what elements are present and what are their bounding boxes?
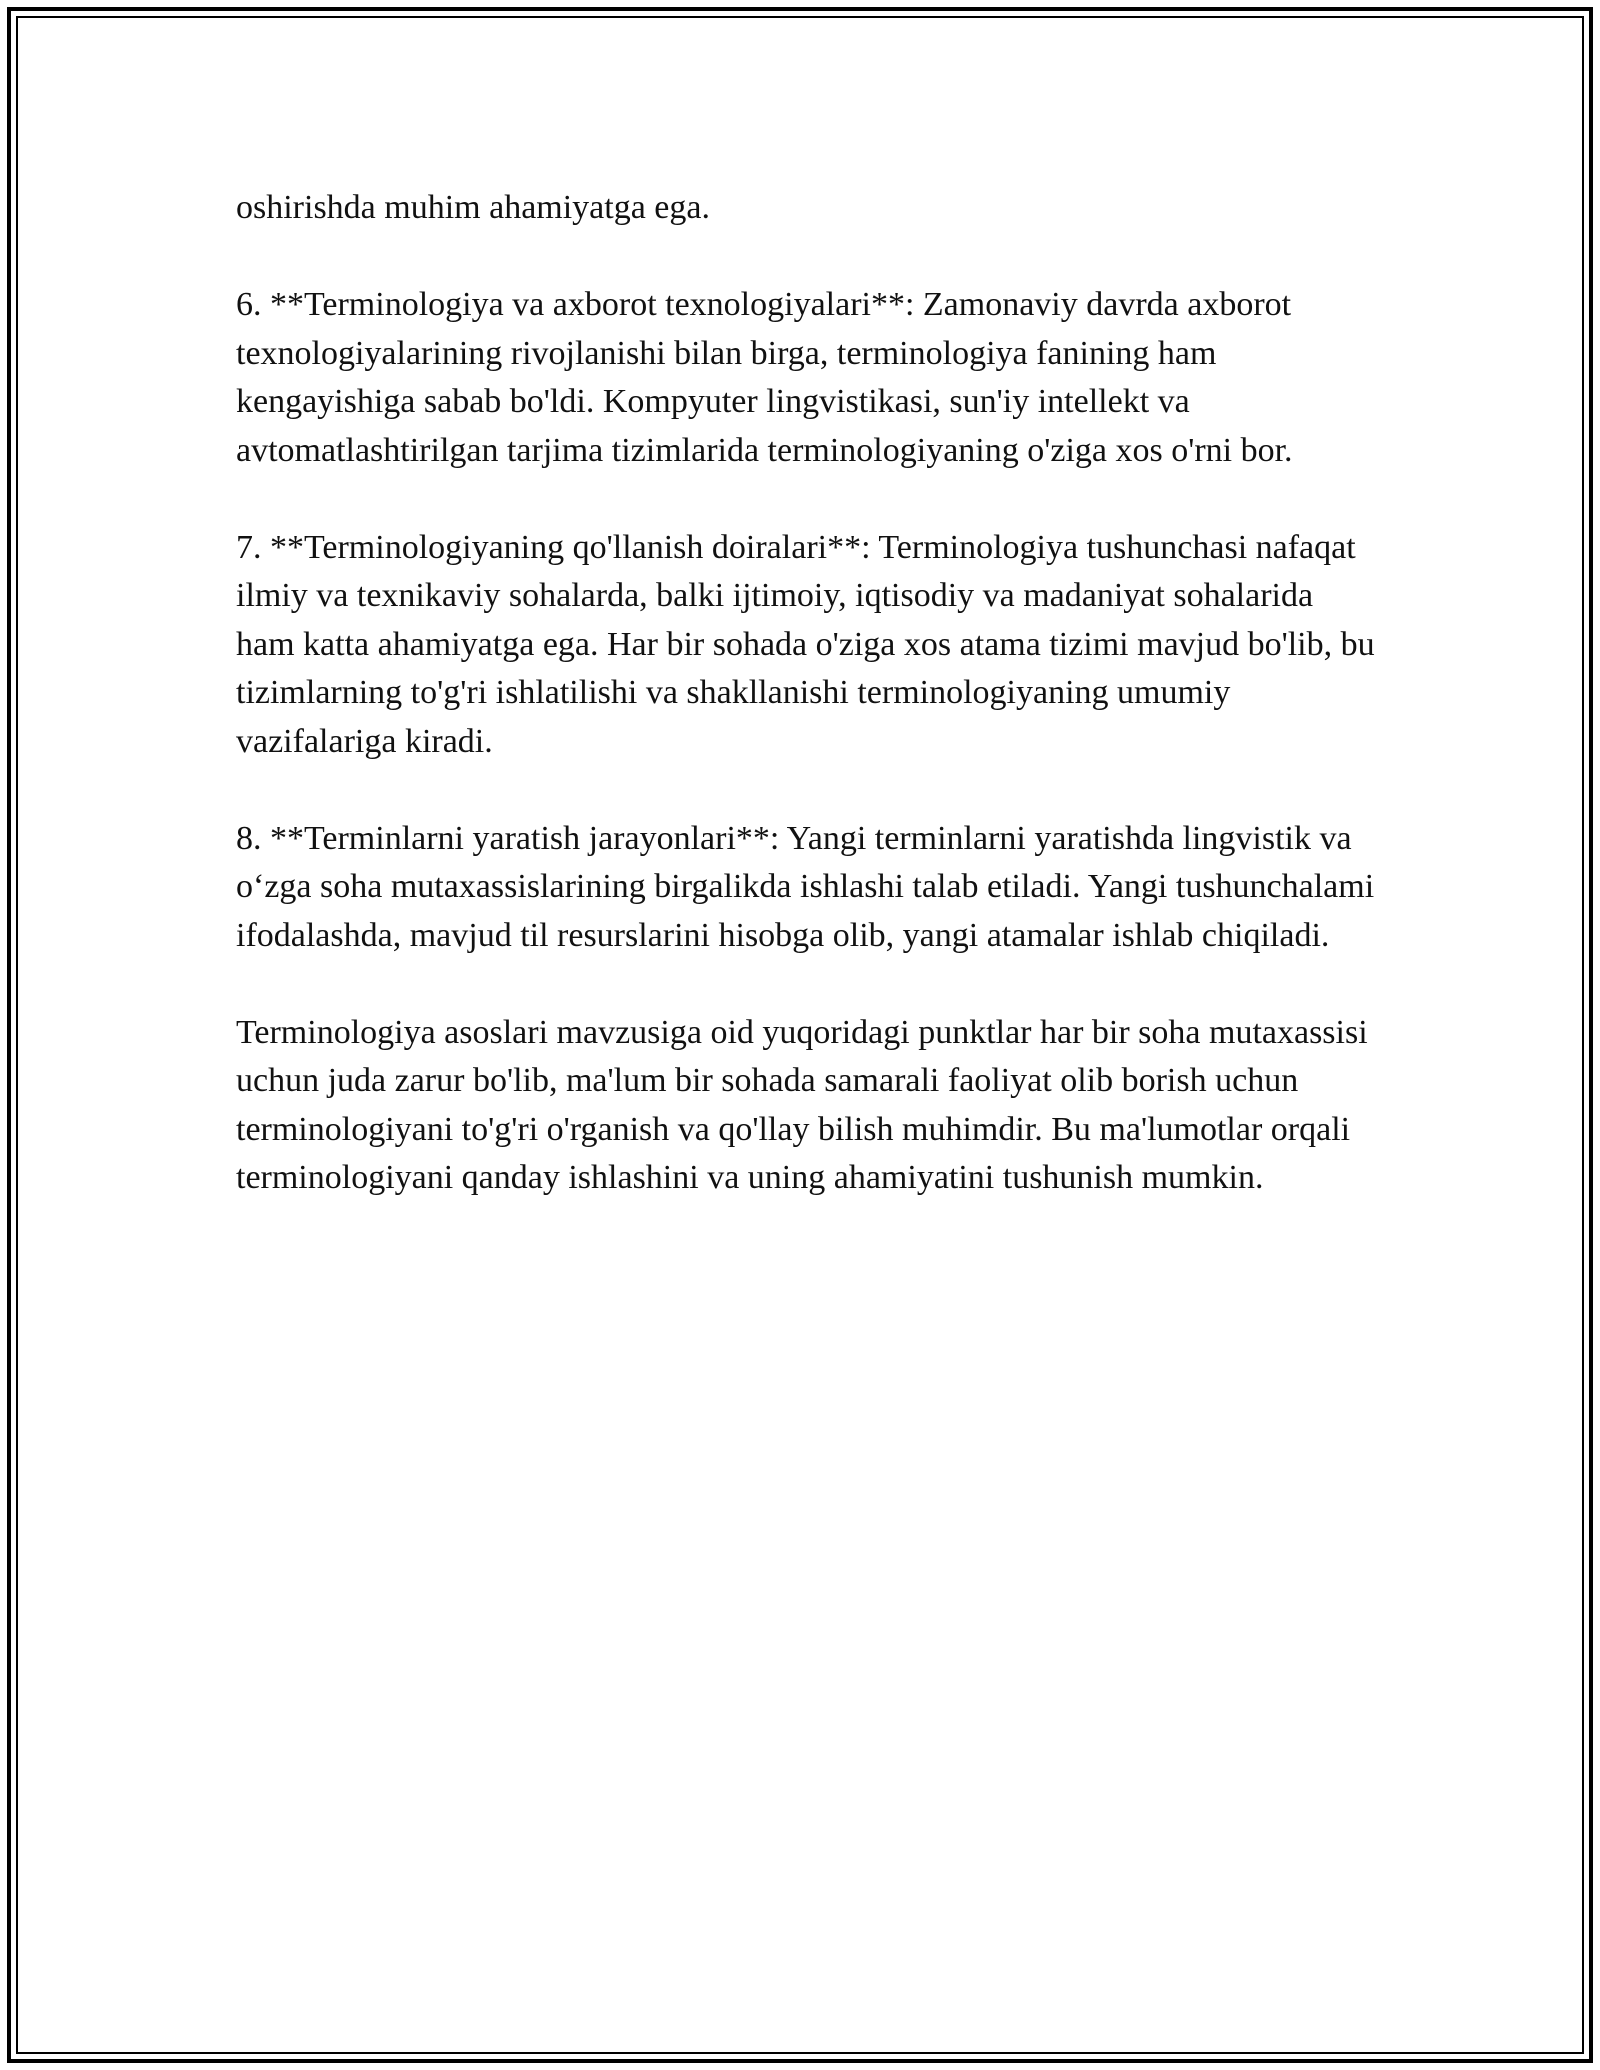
document-body (236, 184, 1376, 1251)
paragraph-item-8: 8. **Terminlarni yaratish jarayonlari**: Yangi terminlarni yaratishda lingvistik va o‘zga soha mutaxassislarining birgalikda ishlashi talab etiladi. Yangi tushunchalami ifodalashda, mavjud til resurslarini hisobga olib, yangi atamalar ishlab chiqiladi. (236, 819, 1375, 954)
paragraph-continuation: oshirishda muhim ahamiyatga ega. (236, 189, 710, 226)
paragraph-item-7: 7. **Terminologiyaning qo'llanish doiralari**: Terminologiya tushunchasi nafaqat ilmiy va texnikaviy sohalarda, balki ijtimoiy, iqtisodiy va madaniyat sohalarida ham katta ahamiyatga ega. Har bir sohada o'ziga xos atama tizimi mavjud bo'lib, bu tizimlarning to'g'ri ishlatilishi va shakllanishi terminologiyaning umumiy vazifalariga kiradi. (236, 528, 1375, 760)
paragraph-item-6: 6. **Terminologiya va axborot texnologiyalari**: Zamonaviy davrda axborot texnologiyalarining rivojlanishi bilan birga, terminologiya fanining ham kengayishiga sabab bo'ldi. Kompyuter lingvistikasi, sun'iy intellekt va avtomatlashtirilgan tarjima tizimlarida terminologiyaning o'ziga xos o'rni bor. (236, 286, 1293, 469)
paragraph-conclusion: Terminologiya asoslari mavzusiga oid yuqoridagi punktlar har bir soha mutaxassisi uchun juda zarur bo'lib, ma'lum bir sohada samarali faoliyat olib borish uchun terminologiyani to'g'ri o'rganish va qo'llay bilish muhimdir. Bu ma'lumotlar orqali terminologiyani qanday ishlashini va uning ahamiyatini tushunish mumkin. (236, 1013, 1368, 1196)
